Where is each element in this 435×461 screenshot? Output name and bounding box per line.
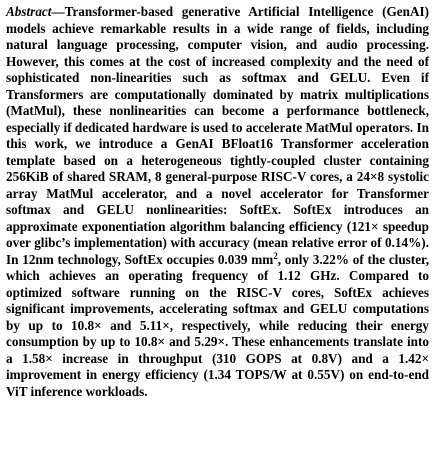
area-unit-superscript: 2 (273, 250, 278, 261)
abstract-text-part-2: , only 3.22% of the cluster, which achieves an operating frequency of 1.12 GHz. Compared to optimized software running on the RISC-V cores, SoftEx achieves significant improvements, accelerating softmax and GELU computations by up to 10.8× and 5.11×, respectively, while reducing their energy consumption by up to 10.8× and 5.29×. These enhancements translate into a 1.58× increase in throughput (310 GOPS at 0.8V) and a 1.42× improvement in energy efficiency (1.34 TOPS/W at 0.55V) on end-to-end ViT inference workloads. (6, 251, 429, 399)
abstract-label: Abstract (6, 4, 52, 19)
abstract-dash: — (51, 4, 65, 19)
abstract-text-part-1: Transformer-based generative Artificial Intelligence (GenAI) models achieve remarkable results in a wide range of fields, including natural language processing, computer vision, and audio processing. However, this comes at the cost of increased complexity and the need of sophisticated non-linearities such as softmax and GELU. Even if Transformers are computationally dominated by matrix multiplications (MatMul), these nonlinearities can become a performance bottleneck, especially if dedicated hardware is used to accelerate MatMul operators. In this work, we introduce a GenAI BFloat16 Transformer acceleration template based on a heterogeneous tightly-coupled cluster containing 256KiB of shared SRAM, 8 general-purpose RISC-V cores, a 24×8 systolic array MatMul accelerator, and a novel accelerator for Transformer softmax and GELU nonlinearities: SoftEx. SoftEx introduces an approximate exponentiation algorithm balancing efficiency (121× speedup over glibc’s implementation) with accuracy (mean relative error of 0.14%). In 12nm technology, SoftEx occupies 0.039 mm (6, 4, 429, 267)
abstract-paragraph (6, 4, 429, 400)
